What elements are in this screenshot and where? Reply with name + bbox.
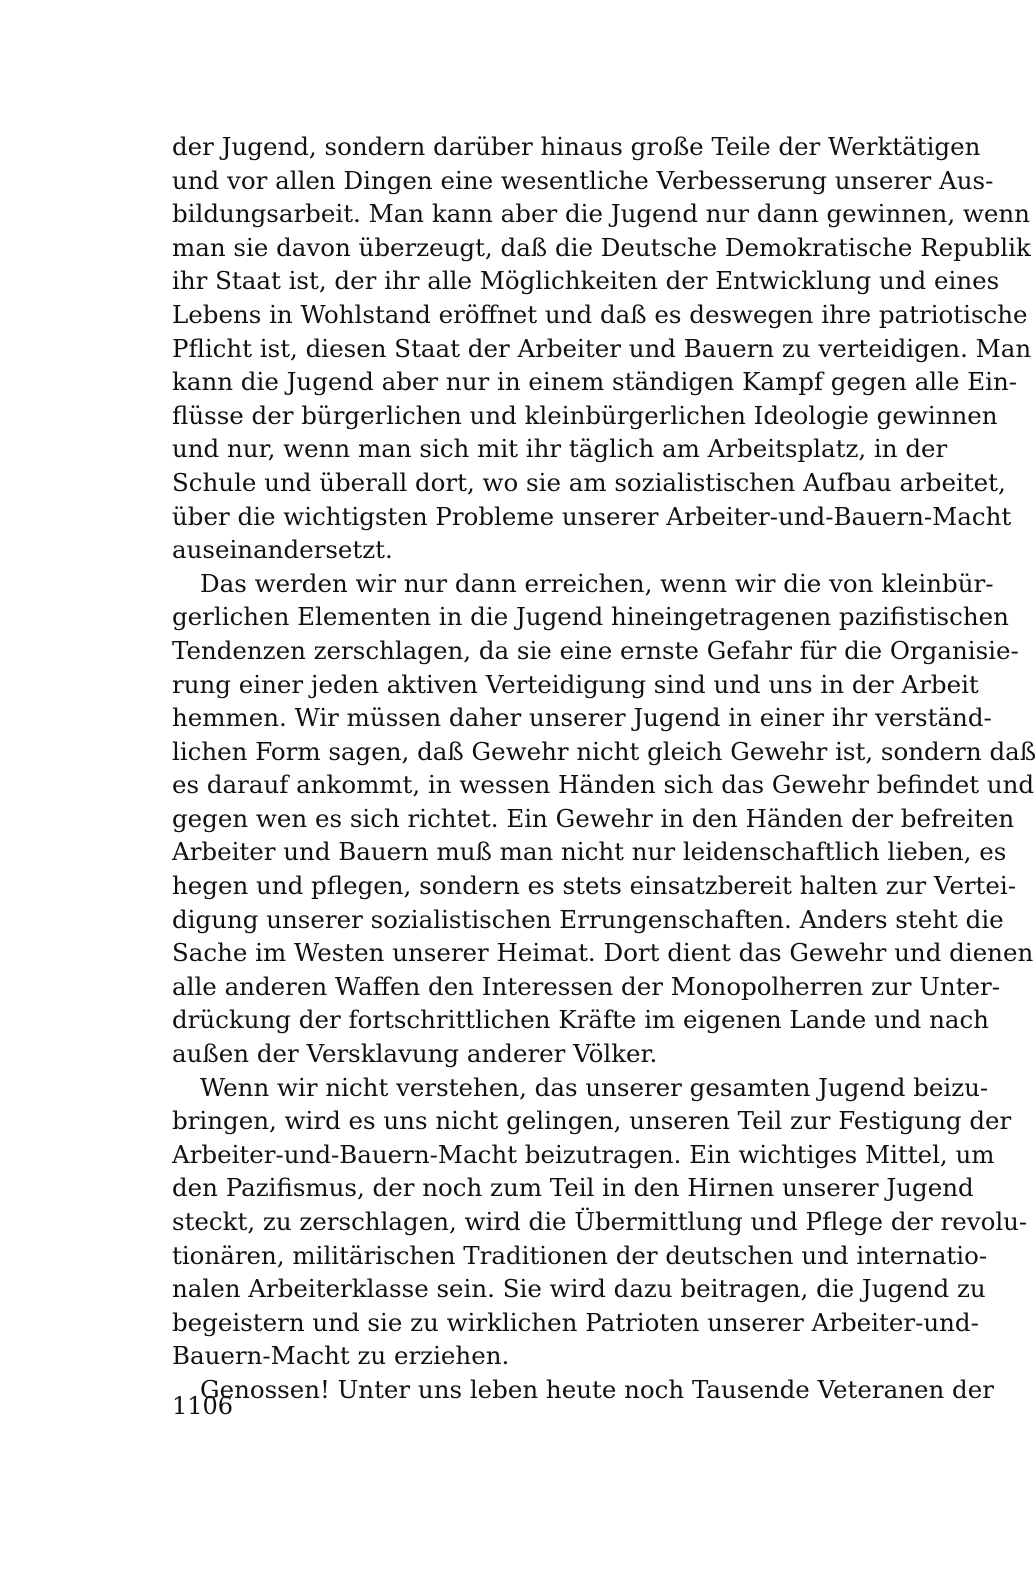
text-line: außen der Versklavung anderer Völker. (172, 1039, 658, 1069)
text-line: und nur, wenn man sich mit ihr täglich am Arbeitsplatz, in der (172, 434, 948, 464)
text-line: hemmen. Wir müssen daher unserer Jugend in einer ihr verständ- (172, 703, 992, 733)
paragraph (172, 1373, 994, 1407)
text-line: digung unserer sozialistischen Errungenschaften. Anders steht die (172, 904, 1004, 934)
text-line: gerlichen Elementen in die Jugend hineingetragenen pazifistischen (172, 602, 1009, 632)
text-line: Lebens in Wohlstand eröffnet und daß es deswegen ihre patriotische (172, 299, 1028, 329)
text-line: alle anderen Waffen den Interessen der Monopolherren zur Unter- (172, 971, 1001, 1001)
text-line: bringen, wird es uns nicht gelingen, unseren Teil zur Festigung der (172, 1106, 1012, 1136)
text-line: bildungsarbeit. Man kann aber die Jugend nur dann gewinnen, wenn (172, 199, 1030, 229)
text-line: Das werden wir nur dann erreichen, wenn wir die von kleinbür- (200, 568, 994, 598)
text-line: Tendenzen zerschlagen, da sie eine ernste Gefahr für die Organisie- (172, 635, 1019, 665)
text-line: Wenn wir nicht verstehen, das unserer gesamten Jugend beizu- (200, 1072, 989, 1102)
body-text (172, 130, 1036, 1407)
text-line: rung einer jeden aktiven Verteidigung sind und uns in der Arbeit (172, 669, 979, 699)
text-line: Bauern-Macht zu erziehen. (172, 1341, 510, 1371)
paragraph (172, 567, 1036, 1071)
text-line: nalen Arbeiterklasse sein. Sie wird dazu beitragen, die Jugend zu (172, 1274, 986, 1304)
text-line: Sache im Westen unserer Heimat. Dort dient das Gewehr und dienen (172, 938, 1034, 968)
text-line: drückung der fortschrittlichen Kräfte im eigenen Lande und nach (172, 1005, 989, 1035)
paragraph (172, 130, 1032, 567)
text-line: der Jugend, sondern darüber hinaus große Teile der Werktätigen (172, 132, 981, 161)
text-line: lichen Form sagen, daß Gewehr nicht gleich Gewehr ist, sondern daß (172, 736, 1036, 766)
text-line: Arbeiter-und-Bauern-Macht beizutragen. Ein wichtiges Mittel, um (172, 1139, 995, 1169)
paragraph (172, 1071, 1028, 1373)
text-line: es darauf ankommt, in wessen Händen sich das Gewehr befindet und (172, 770, 1035, 800)
text-line: Genossen! Unter uns leben heute noch Tausende Veteranen der (200, 1374, 994, 1404)
text-line: über die wichtigsten Probleme unserer Arbeiter-und-Bauern-Macht (172, 501, 1012, 531)
text-line: hegen und pflegen, sondern es stets einsatzbereit halten zur Vertei- (172, 871, 1017, 901)
text-line: ihr Staat ist, der ihr alle Möglichkeiten der Entwicklung und eines (172, 266, 1000, 296)
text-line: Arbeiter und Bauern muß man nicht nur leidenschaftlich lieben, es (172, 837, 1007, 867)
text-line: und vor allen Dingen eine wesentliche Verbesserung unserer Aus- (172, 165, 994, 195)
text-line: den Pazifismus, der noch zum Teil in den Hirnen unserer Jugend (172, 1173, 974, 1203)
text-line: Pflicht ist, diesen Staat der Arbeiter und Bauern zu verteidigen. Man (172, 333, 1032, 363)
text-line: auseinandersetzt. (172, 535, 393, 565)
text-line: flüsse der bürgerlichen und kleinbürgerlichen Ideologie gewinnen (172, 400, 998, 430)
text-line: man sie davon überzeugt, daß die Deutsche Demokratische Republik (172, 232, 1031, 262)
text-line: kann die Jugend aber nur in einem ständigen Kampf gegen alle Ein- (172, 367, 1018, 397)
text-line: Schule und überall dort, wo sie am sozialistischen Aufbau arbeitet, (172, 467, 1006, 497)
text-line: tionären, militärischen Traditionen der deutschen und internatio- (172, 1240, 988, 1270)
text-line: gegen wen es sich richtet. Ein Gewehr in den Händen der befreiten (172, 803, 1015, 833)
text-line: steckt, zu zerschlagen, wird die Übermittlung und Pflege der revolu- (172, 1207, 1028, 1236)
page-number: 1106 (172, 1392, 234, 1420)
text-line: begeistern und sie zu wirklichen Patrioten unserer Arbeiter-und- (172, 1307, 979, 1337)
